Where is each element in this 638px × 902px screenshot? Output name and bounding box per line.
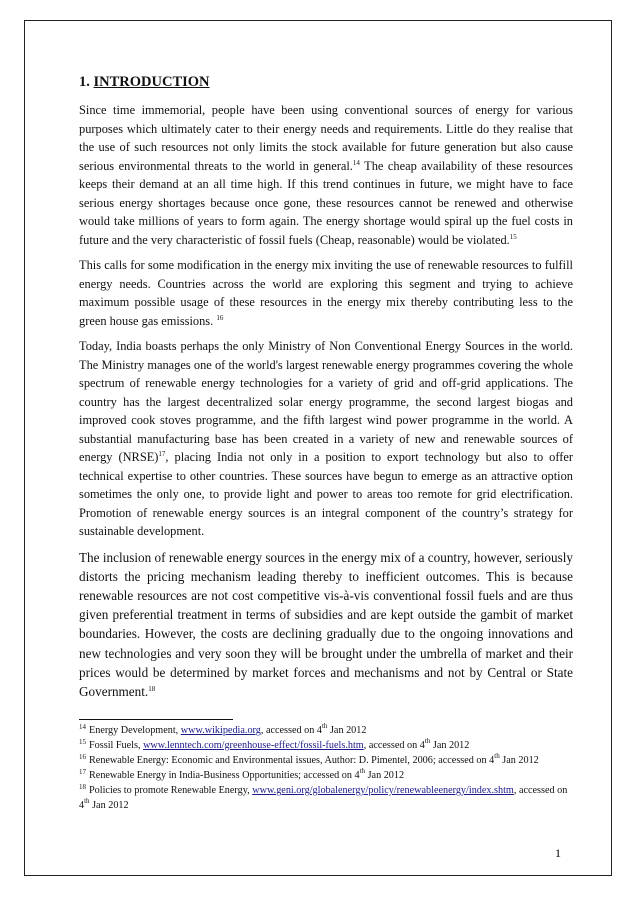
footnote-link-wikipedia[interactable]: www.wikipedia.org [180, 725, 261, 737]
footnote-ref-15[interactable]: 15 [509, 232, 517, 241]
section-title: INTRODUCTION [93, 74, 210, 90]
section-heading [79, 74, 573, 91]
footnote-ref-14[interactable]: 14 [352, 158, 360, 167]
section-number: 1. [79, 74, 90, 90]
footnote-ref-18[interactable]: 18 [148, 684, 156, 693]
footnote-link-geni[interactable]: www.geni.org/globalenergy/policy/renewableenergy/index.shtm [252, 785, 514, 797]
page-number: 1 [555, 846, 561, 860]
footnote-separator [79, 719, 233, 720]
footnote-18: $^{18}$ Policies to promote Renewable Energy, www.geni.org/globalenergy/policy/renewableenergy/index.shtm, accessed on 4th Jan 2012 [79, 783, 568, 812]
paragraph-2: This calls for some modification in the energy mix inviting the use of renewable resources to fulfill energy needs. Countries across the world are exploring this segment and trying to achieve maximum possible usage of these resources in the energy mix thereby contributing less to the green house gas emissions. $^{16}$ [79, 258, 573, 328]
footnote-17: $^{17}$ Renewable Energy in India-Business Opportunities; accessed on 4th Jan 2012 [79, 767, 405, 782]
footnote-15: $^{15}$ Fossil Fuels, www.lenntech.com/greenhouse-effect/fossil-fuels.htm, accessed on 4th Jan 2012 [79, 737, 470, 752]
document-body [79, 74, 573, 813]
paragraph-4: The inclusion of renewable energy sources in the energy mix of a country, however, seriously distorts the pricing mechanism leading thereby to inefficient outcomes. This is because renewable resources are not cost competitive vis-à-vis conventional fossil fuels and are thus given preferential treatment in terms of subsidies and are kept outside the gambit of market boundaries. However, the costs are declining gradually due to the ongoing innovations and new technologies and very soon they will be brought under the umbrella of market and their prices would be determined by market forces and mechanisms and not by Central or State Government.$^{18}$ [79, 549, 573, 699]
paragraph-1: Since time immemorial, people have been using conventional sources of energy for various purposes which ultimately cater to their energy needs and requirements. Little do they realise that the use of such resources not only limits the stock available for future generation but also cause serious environmental threats to the world in general.$^{14}$ The cheap availability of these resources keeps their demand at an all time high. If this trend continues in future, we might have to face serious energy shortages because once gone, these resources cannot be renewed and otherwise would take millions of years to form again. The energy shortage would spiral up the fuel costs in future and the very characteristic of fossil fuels (Cheap, reasonable) would be violated.$^{15}$ [79, 103, 574, 247]
footnote-ref-16[interactable]: 16 [216, 313, 224, 322]
footnote-link-lenntech[interactable]: www.lenntech.com/greenhouse-effect/fossil-fuels.htm [143, 740, 364, 752]
footnote-14: $^{14}$ Energy Development, www.wikipedia.org, accessed on 4th Jan 2012 [79, 722, 367, 737]
footnote-ref-17[interactable]: 17 [158, 450, 166, 458]
footnote-16: $^{16}$ Renewable Energy: Economic and Environmental issues, Author: D. Pimentel, 2006; accessed on 4th Jan 2012 [79, 752, 539, 767]
paragraph-3: Today, India boasts perhaps the only Ministry of Non Conventional Energy Sources in the world. The Ministry manages one of the world's largest renewable energy programmes covering the whole spectrum of renewable energy technologies for a variety of grid and off-grid applications. The country has the largest decentralized solar energy programme, the second largest biogas and improved cook stoves programme, and the fifth largest wind power programme in the world. A substantial manufacturing base has been created in a variety of new and renewable sources of energy (NRSE)$^{17}$, placing India not only in a position to export technology but also to offer technical expertise to other countries. These sources have begun to emerge as an attractive option sometimes the only one, to provide light and power to areas too remote for grid electrification. Promotion of renewable energy sources is an integral component of the country’s strategy for sustainable development. [79, 339, 574, 538]
